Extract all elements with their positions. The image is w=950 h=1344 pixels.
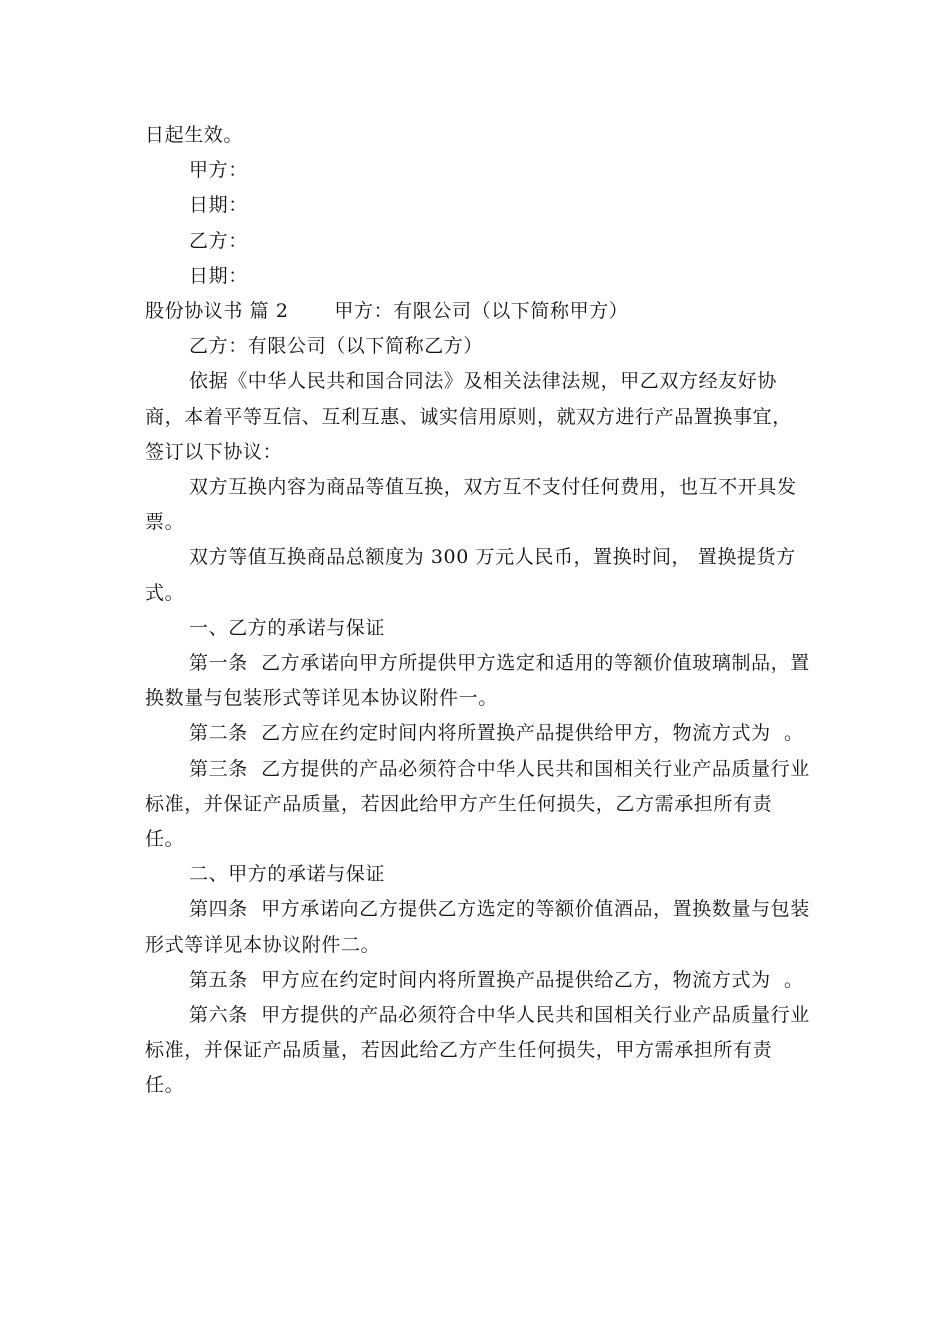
section-heading-agreement-2: 股份协议书 篇 2 甲方：有限公司（以下简称甲方） xyxy=(145,300,629,323)
party-a-signature-line: 甲方： xyxy=(189,159,248,182)
article-1: 第一条 乙方承诺向甲方所提供甲方选定和适用的等额价值玻璃制品，置换数量与包装形式等详见本协议附件一。 xyxy=(145,652,810,710)
document-body xyxy=(145,118,810,1104)
party-b-signature-line: 乙方： xyxy=(189,229,248,252)
article-6: 第六条 甲方提供的产品必须符合中华人民共和国相关行业产品质量行业标准，并保证产品质量，若因此给乙方产生任何损失，甲方需承担所有责任。 xyxy=(145,1004,810,1097)
paragraph-exchange-content: 双方互换内容为商品等值互换，双方互不支付任何费用，也互不开具发票。 xyxy=(145,476,797,534)
section-heading-party-a-commitment: 二、甲方的承诺与保证 xyxy=(189,863,386,886)
article-5: 第五条 甲方应在约定时间内将所置换产品提供给乙方，物流方式为 。 xyxy=(189,968,804,991)
section-heading-party-b-commitment: 一、乙方的承诺与保证 xyxy=(189,616,386,639)
party-b-date-line: 日期： xyxy=(189,264,248,287)
article-2: 第二条 乙方应在约定时间内将所置换产品提供给甲方，物流方式为 。 xyxy=(189,722,804,745)
party-b-definition: 乙方：有限公司（以下简称乙方） xyxy=(189,335,484,358)
paragraph-legal-basis: 依据《中华人民共和国合同法》及相关法律法规，甲乙双方经友好协商，本着平等互信、互利互惠、诚实信用原则，就双方进行产品置换事宜，签订以下协议： xyxy=(145,370,792,463)
paragraph-effective-date: 日起生效。 xyxy=(145,124,244,146)
article-4: 第四条 甲方承诺向乙方提供乙方选定的等额价值酒品，置换数量与包装形式等详见本协议附件二。 xyxy=(145,898,810,956)
paragraph-exchange-amount: 双方等值互换商品总额度为 300 万元人民币，置换时间， 置换提货方式。 xyxy=(145,546,796,604)
article-3: 第三条 乙方提供的产品必须符合中华人民共和国相关行业产品质量行业标准，并保证产品质量，若因此给甲方产生任何损失，乙方需承担所有责任。 xyxy=(145,757,810,851)
party-a-date-line: 日期： xyxy=(189,194,248,217)
